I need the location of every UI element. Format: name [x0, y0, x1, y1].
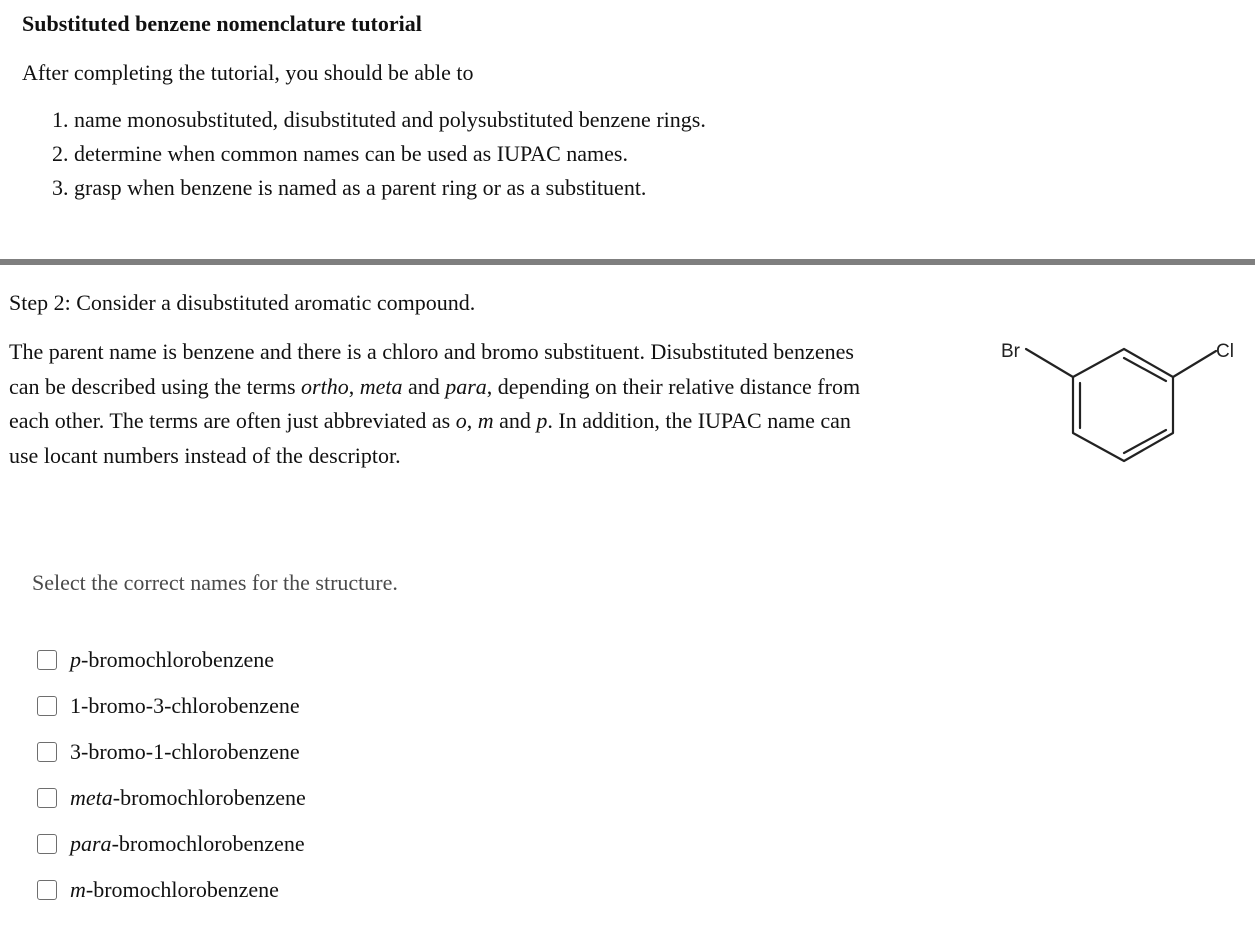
- chlorine-label: Cl: [1216, 341, 1234, 362]
- objective-item: 2. determine when common names can be used as IUPAC names.: [52, 141, 628, 166]
- answer-option-meta-bromochlorobenzene[interactable]: [37, 785, 306, 811]
- answer-option-m-bromochlorobenzene[interactable]: [37, 877, 279, 903]
- checkbox[interactable]: [37, 742, 57, 762]
- bromine-label: Br: [1001, 341, 1020, 362]
- step-heading: Step 2: Consider a disubstituted aromatic compound.: [9, 290, 476, 315]
- answer-option-3-bromo-1-chlorobenzene[interactable]: [37, 739, 300, 765]
- answer-option-para-bromochlorobenzene[interactable]: [37, 831, 305, 857]
- term-ortho: ortho: [301, 373, 349, 399]
- option-label[interactable]: m-bromochlorobenzene: [70, 877, 279, 902]
- term-meta: meta: [359, 373, 403, 399]
- tutorial-title: Substituted benzene nomenclature tutorial: [22, 11, 422, 36]
- tutorial-intro: After completing the tutorial, you should be able to: [22, 60, 474, 85]
- term-para: para: [445, 373, 487, 399]
- option-label[interactable]: p-bromochlorobenzene: [70, 647, 275, 672]
- abbr-m: m: [477, 408, 494, 433]
- section-divider: [0, 259, 1255, 265]
- objective-item: 1. name monosubstituted, disubstituted and polysubstituted benzene rings.: [52, 107, 706, 132]
- option-label[interactable]: para-bromochlorobenzene: [70, 831, 305, 856]
- checkbox[interactable]: [37, 650, 57, 670]
- explanation-line-3: each other. The terms are often just abbreviated as o, m and p. In addition, the IUPAC name can: [9, 408, 851, 433]
- chloro-bond: [1173, 351, 1216, 377]
- benzene-ring: [1073, 349, 1173, 461]
- bromo-bond: [1026, 349, 1073, 377]
- bromochlorobenzene-structure: [996, 336, 1251, 472]
- option-label[interactable]: 3-bromo-1-chlorobenzene: [70, 739, 300, 764]
- explanation-line-2: can be described using the terms ortho, meta and para, depending on their relative distance from: [9, 373, 861, 399]
- answer-option-1-bromo-3-chlorobenzene[interactable]: [37, 693, 300, 719]
- answer-option-p-bromochlorobenzene[interactable]: [37, 647, 274, 673]
- abbr-o: o: [455, 408, 467, 433]
- checkbox[interactable]: [37, 788, 57, 808]
- checkbox[interactable]: [37, 834, 57, 854]
- abbr-p: p: [536, 408, 548, 433]
- option-label[interactable]: meta-bromochlorobenzene: [70, 785, 306, 810]
- explanation-line-1: The parent name is benzene and there is a chloro and bromo substituent. Disubstituted benzenes: [9, 339, 854, 364]
- objective-item: 3. grasp when benzene is named as a parent ring or as a substituent.: [52, 175, 647, 200]
- option-label[interactable]: 1-bromo-3-chlorobenzene: [70, 693, 300, 718]
- step-explanation: [9, 335, 959, 473]
- objectives-list: [52, 104, 706, 206]
- checkbox[interactable]: [37, 696, 57, 716]
- question-prompt: Select the correct names for the structure.: [32, 570, 398, 595]
- checkbox[interactable]: [37, 880, 57, 900]
- explanation-line-4: use locant numbers instead of the descriptor.: [9, 442, 401, 468]
